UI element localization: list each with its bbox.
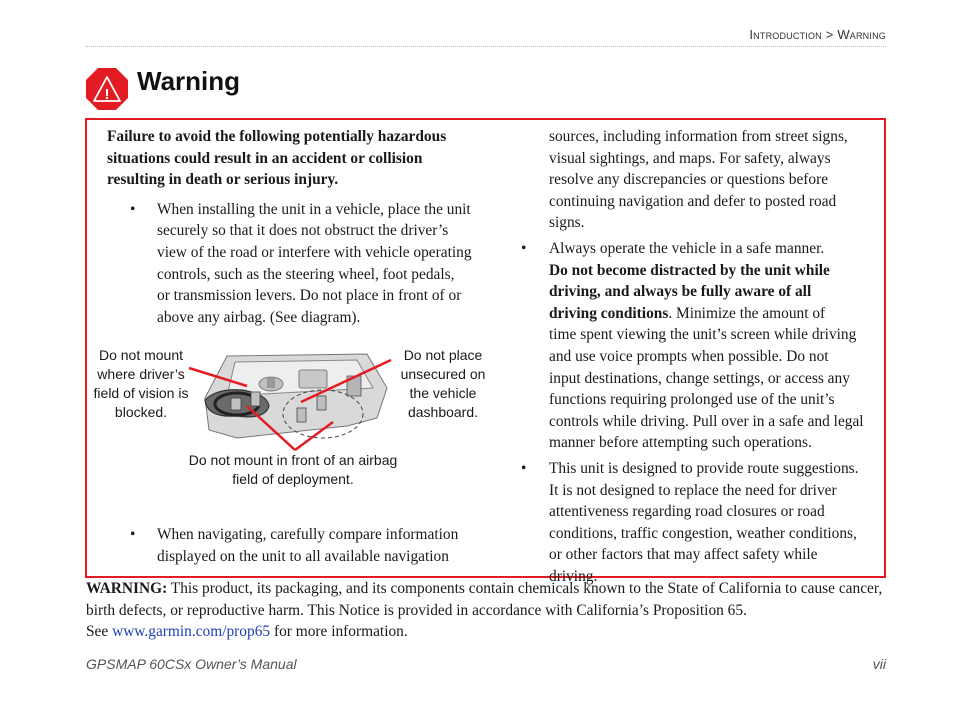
text-line: visual sightings, and maps. For safety, always xyxy=(549,149,831,167)
text-line: controls, such as the steering wheel, foot pedals, xyxy=(157,265,455,283)
callout-line: blocked. xyxy=(114,404,168,420)
bullet-dot: • xyxy=(521,239,527,257)
breadcrumb-section[interactable]: Introduction xyxy=(749,27,822,42)
prop65-warning xyxy=(86,578,886,643)
text-line: sources, including information from street signs, xyxy=(549,128,848,145)
bullet-navigation-continued xyxy=(519,126,869,234)
callout-line: Do not mount in front of an airbag xyxy=(188,452,398,468)
text-line: It is not designed to replace the need for driver xyxy=(549,481,837,499)
text-line: displayed on the unit to all available navigation xyxy=(157,547,449,565)
text-line: attentiveness regarding road closures or road xyxy=(549,503,825,521)
svg-text:!: ! xyxy=(104,86,110,103)
text-line: input destinations, change settings, or access any xyxy=(549,369,850,387)
text-line: Always operate the vehicle in a safe manner. xyxy=(549,239,825,257)
callout-line: Do not place xyxy=(403,347,483,363)
page-title: Warning xyxy=(137,66,241,96)
bullet-dot: • xyxy=(521,459,527,477)
header-rule xyxy=(86,46,886,47)
text-line: or transmission levers. Do not place in front of or xyxy=(157,287,462,305)
text-line-bold: driving conditions xyxy=(549,304,669,322)
warning-right-column xyxy=(519,126,869,587)
breadcrumb xyxy=(749,27,886,42)
callout-line: dashboard. xyxy=(407,404,479,420)
text-line: When installing the unit in a vehicle, place the unit xyxy=(157,200,471,218)
intro-line: resulting in death or serious injury. xyxy=(107,171,339,189)
intro-line: Failure to avoid the following potentially hazardous xyxy=(107,128,447,145)
text-line: and use voice prompts when possible. Do not xyxy=(549,347,829,365)
text-line: controls while driving. Pull over in a safe and legal xyxy=(549,412,864,430)
text-line: view of the road or interfere with vehicle operating xyxy=(157,243,472,261)
manual-title: GPSMAP 60CSx Owner’s Manual xyxy=(86,656,297,672)
breadcrumb-current-page: Warning xyxy=(837,27,886,42)
bullet-safe-operation xyxy=(519,238,869,454)
callout-line: the vehicle xyxy=(409,385,477,401)
prop65-see: See xyxy=(86,623,113,641)
callout-line: field of vision is xyxy=(93,385,189,401)
prop65-link[interactable]: www.garmin.com/prop65 xyxy=(112,623,271,641)
text-line: manner before attempting such operations. xyxy=(549,434,812,452)
callout-dashboard xyxy=(391,346,495,422)
text-line-bold: driving, and always be fully aware of all xyxy=(549,283,812,301)
callout-airbag xyxy=(173,451,413,489)
prop65-after-link: for more information. xyxy=(270,623,408,641)
callout-line: where driver’s xyxy=(97,366,185,382)
text-line: continuing navigation and defer to posted road signs. xyxy=(549,192,837,232)
breadcrumb-separator: > xyxy=(825,27,834,42)
prop65-text: birth defects, or reproductive harm. This Notice is provided in accordance with California’s Proposition 65. xyxy=(86,601,747,619)
callout-line: Do not mount xyxy=(98,347,184,363)
bullet-navigation xyxy=(107,524,482,567)
text-line: or other factors that may affect safety while driving. xyxy=(549,546,818,585)
callout-line: unsecured on xyxy=(400,366,486,382)
warning-box xyxy=(85,118,886,585)
text-line: securely so that it does not obstruct the driver’s xyxy=(157,222,449,240)
prop65-text: This product, its packaging, and its components contain chemicals known to the State of California to cause cancer, xyxy=(167,580,883,597)
bullet-route-suggestions xyxy=(519,458,869,588)
callout-vision xyxy=(89,346,193,422)
text-line: When navigating, carefully compare information xyxy=(157,526,459,543)
text-line: . Minimize the amount of xyxy=(668,304,826,322)
text-line: resolve any discrepancies or questions before xyxy=(549,171,829,189)
intro-line: situations could result in an accident or collision xyxy=(107,149,423,167)
text-line: time spent viewing the unit’s screen while driving xyxy=(549,326,857,344)
bullet-dot: • xyxy=(130,526,136,543)
text-line: This unit is designed to provide route suggestions. xyxy=(549,459,859,477)
warning-triangle-icon xyxy=(86,68,128,110)
text-line: functions requiring prolonged use of the unit’s xyxy=(549,391,835,409)
text-line: above any airbag. (See diagram). xyxy=(157,308,361,326)
text-line: conditions, traffic congestion, weather conditions, xyxy=(549,524,857,542)
page-number: vii xyxy=(872,656,886,672)
prop65-label: WARNING: xyxy=(86,580,168,597)
bullet-dot: • xyxy=(130,200,136,218)
text-line-bold: Do not become distracted by the unit while xyxy=(549,261,830,279)
callout-line: field of deployment. xyxy=(232,471,354,487)
